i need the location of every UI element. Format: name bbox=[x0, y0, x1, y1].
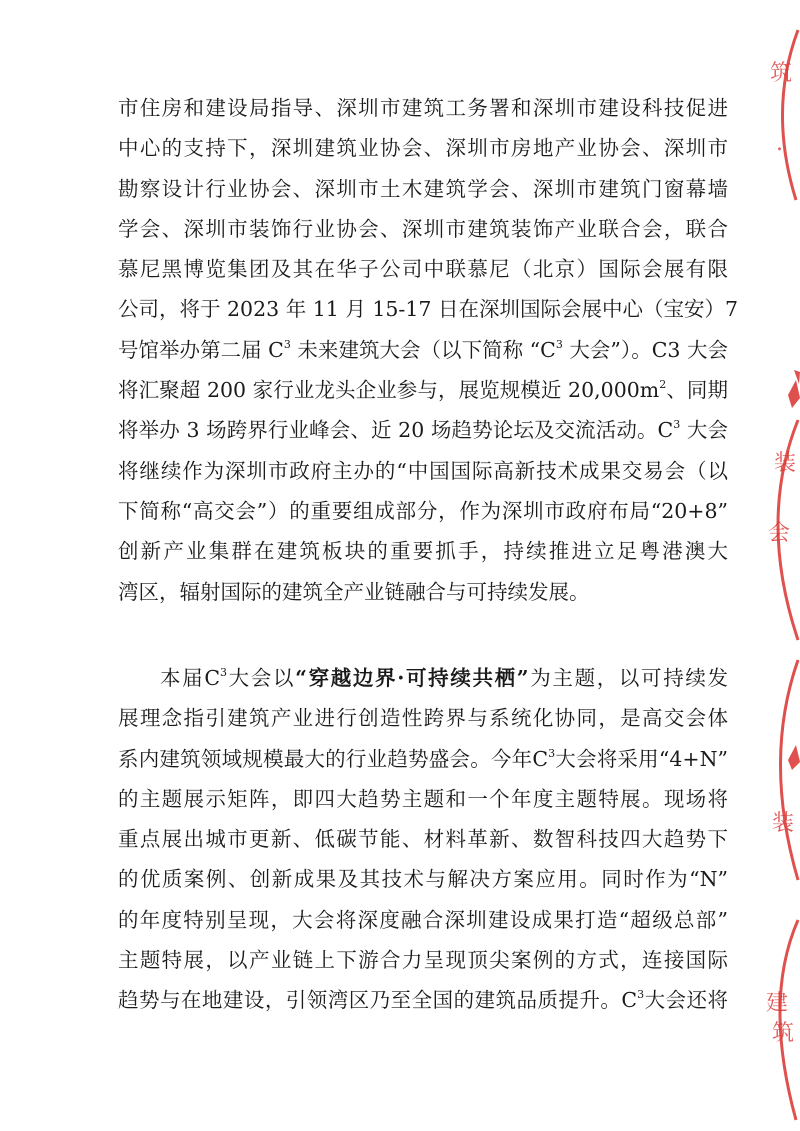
seal-stamp-image bbox=[758, 0, 800, 1131]
paragraph-1 bbox=[118, 88, 738, 612]
svg-text:.: . bbox=[776, 131, 783, 156]
paragraph-1-line: 公司，将于 2023 年 11 月 15-17 日在深圳国际会展中心（宝安）7 bbox=[118, 297, 738, 322]
paragraph-1-line: 创新产业集群在建筑板块的重要抓手，持续推进立足粤港澳大 bbox=[118, 539, 728, 564]
seal-char-1: 筑 bbox=[770, 61, 793, 86]
paragraph-2-line: 展理念指引建筑产业进行创造性跨界与系统化协同，是高交会体 bbox=[118, 706, 728, 731]
paragraph-2-line: 的优质案例、创新成果及其技术与解决方案应用。同时作为“N” bbox=[118, 867, 728, 892]
paragraph-2-line: 趋势与在地建设，引领湾区乃至全国的建筑品质提升。$C^3$大会还将 bbox=[118, 988, 729, 1013]
paragraph-1-line: 将举办 3 场跨界行业峰会、近 20 场趋势论坛及交流活动。$C^3$ 大会 bbox=[118, 418, 728, 443]
seal-char-2: 装 bbox=[774, 451, 797, 476]
paragraph-2-line: 主题特展，以产业链上下游合力呈现顶尖案例的方式，连接国际 bbox=[118, 948, 728, 973]
paragraph-1-line: 将汇聚超 200 家行业龙头企业参与，展览规模近 $20,000m^2$、同期 bbox=[118, 378, 728, 403]
official-seal-fragments bbox=[758, 0, 800, 1131]
seal-char-4: 建 bbox=[766, 991, 789, 1016]
paragraph-1-line: 湾区，辐射国际的建筑全产业链融合与可持续发展。 bbox=[118, 579, 590, 604]
paragraph-2-line-1: 本届$C^3$大会以“穿越边界·可持续共栖”为主题，以可持续发 bbox=[160, 666, 729, 690]
paragraph-1-line: 号馆举办第二届 $C^3$ 未来建筑大会（以下简称 “$C^3$ 大会”）。C3 大会 bbox=[118, 337, 728, 362]
paragraph-2-line: 的主题展示矩阵，即四大趋势主题和一个年度主题特展。现场将 bbox=[118, 786, 728, 811]
paragraph-1-line: 下简称“高交会”）的重要组成部分，作为深圳市政府布局“20+8” bbox=[118, 498, 728, 523]
paragraph-1-line: 慕尼黑博览集团及其在华子公司中联慕尼（北京）国际会展有限 bbox=[118, 257, 728, 282]
paragraph-2-line: 的年度特别呈现，大会将深度融合深圳建设成果打造“超级总部” bbox=[118, 907, 728, 932]
paragraph-1-line: 学会、深圳市装饰行业协会、深圳市建筑装饰产业联合会，联合 bbox=[118, 216, 728, 241]
paragraph-1-line: 市住房和建设局指导、深圳市建筑工务署和深圳市建设科技促进 bbox=[118, 96, 728, 120]
svg-text:会: 会 bbox=[768, 521, 791, 546]
seal-char-3: 装 bbox=[772, 811, 795, 836]
conference-theme: “穿越边界·可持续共栖” bbox=[295, 666, 529, 690]
paragraph-1-line: 勘察设计行业协会、深圳市土木建筑学会、深圳市建筑门窗幕墙 bbox=[118, 176, 728, 201]
paragraph-2-line: 系内建筑领域规模最大的行业趋势盛会。今年$C^3$大会将采用“4+N” bbox=[118, 746, 728, 771]
paragraph-1-line: 将继续作为深圳市政府主办的“中国国际高新技术成果交易会（以 bbox=[118, 458, 728, 483]
paragraph-2 bbox=[118, 658, 728, 1021]
svg-text:筑: 筑 bbox=[772, 1021, 795, 1046]
paragraph-2-line: 重点展出城市更新、低碳节能、材料革新、数智科技四大趋势下 bbox=[118, 827, 728, 852]
paragraph-1-line: 中心的支持下，深圳建筑业协会、深圳市房地产业协会、深圳市 bbox=[118, 136, 728, 161]
